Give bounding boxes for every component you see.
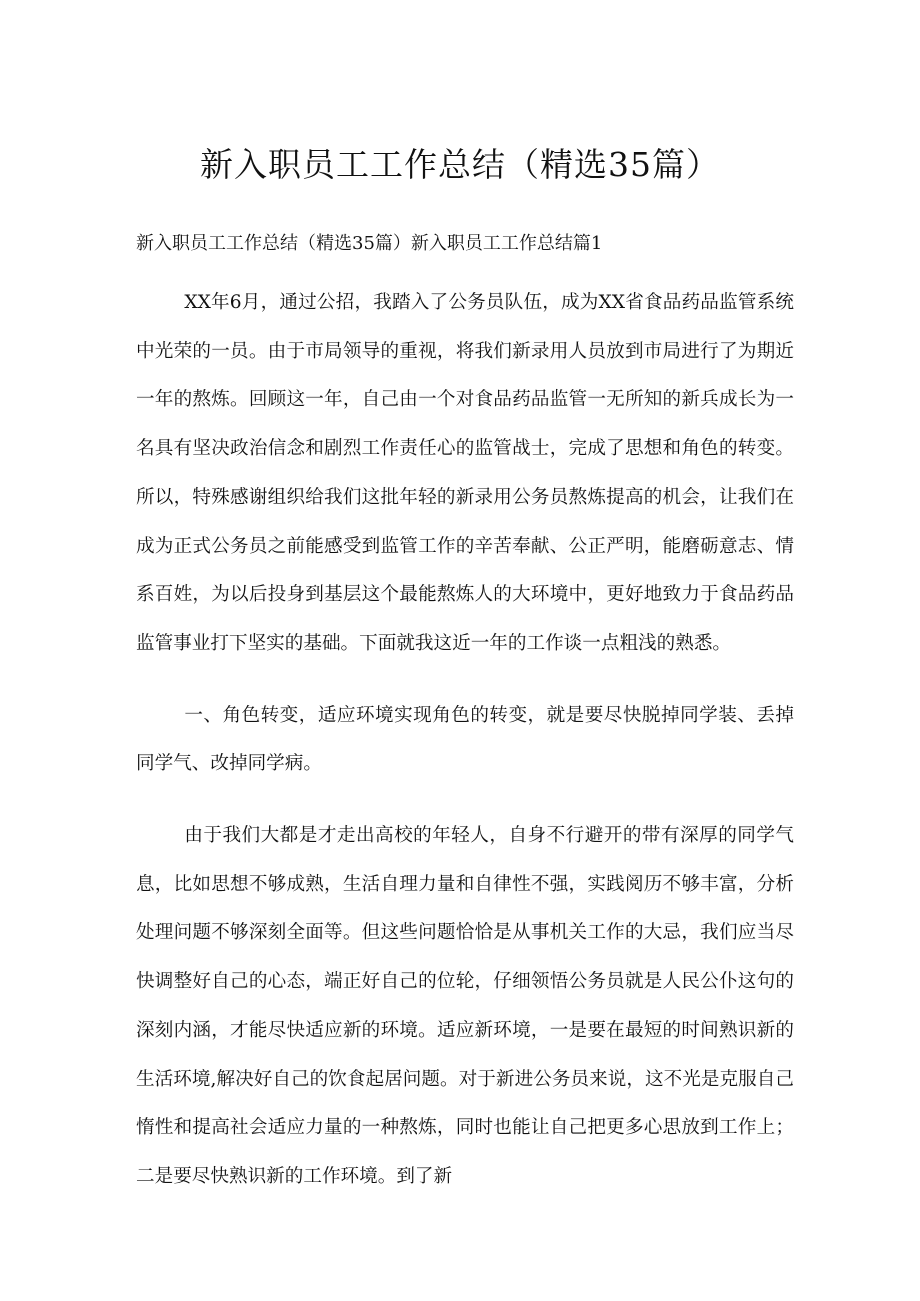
paragraph-3: 由于我们大都是才走出高校的年轻人，自身不行避开的带有深厚的同学气息，比如思想不够成熟，生活自理力量和自律性不强，实践阅历不够丰富，分析处理问题不够深刻全面等。但这些问题恰恰是从事机关工作的大忌，我们应当尽快调整好自己的心态，端正好自己的位轮，仔细领悟公务员就是人民公仆这句的深刻内涵，才能尽快适应新的环境。适应新环境，一是要在最短的时间熟识新的生活环境,解决好自己的饮食起居问题。对于新进公务员来说，这不光是克服自己惰性和提高社会适应力量的一种熬炼，同时也能让自己把更多心思放到工作上；二是要尽快熟识新的工作环境。到了新	[136, 825, 794, 1187]
paragraph-1: XX年6月，通过公招，我踏入了公务员队伍，成为XX省食品药品监管系统中光荣的一员。由于市局领导的重视，将我们新录用人员放到市局进行了为期近一年的熬炼。回顾这一年，自己由一个对食品药品监管一无所知的新兵成长为一名具有坚决政治信念和剧烈工作责任心的监管战士，完成了思想和角色的转变。所以，特殊感谢组织给我们这批年轻的新录用公务员熬炼提高的机会，让我们在成为正式公务员之前能感受到监管工作的辛苦奉献、公正严明，能磨砺意志、情系百姓，为以后投身到基层这个最能熬炼人的大环境中，更好地致力于食品药品监管事业打下坚实的基础。下面就我这近一年的工作谈一点粗浅的熟悉。	[136, 292, 794, 654]
document-title: 新入职员工工作总结（精选35篇）	[200, 145, 720, 184]
paragraph-2: 一、角色转变，适应环境实现角色的转变，就是要尽快脱掉同学装、丢掉同学气、改掉同学病。	[136, 704, 794, 775]
document-subtitle: 新入职员工工作总结（精选35篇）新入职员工工作总结篇1	[136, 233, 603, 254]
document-body	[136, 279, 794, 1225]
